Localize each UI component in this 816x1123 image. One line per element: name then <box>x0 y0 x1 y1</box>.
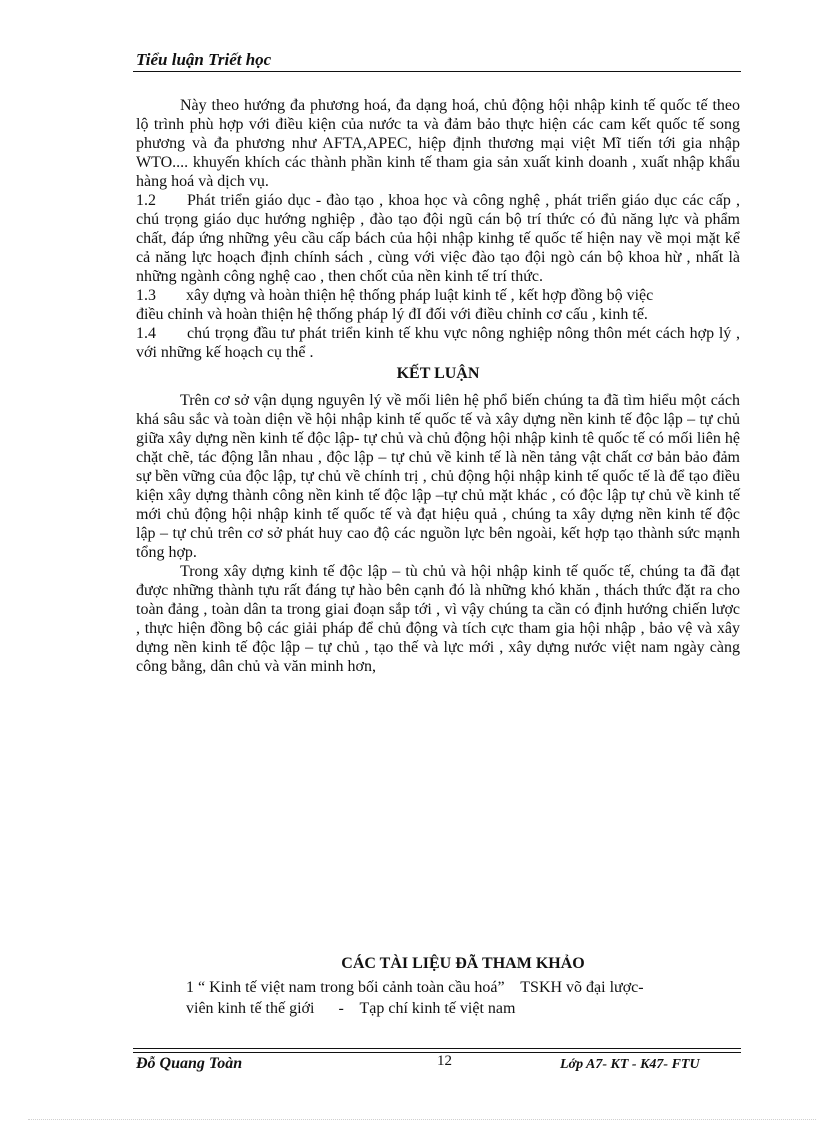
item-text: Phát triển giáo dục - đào tạo , khoa học và công nghệ , phát triển giáo dục các cấp , chú trọng giáo dục hướng nghiệp , đào tạo đội ngũ cán bộ trí thức có đủ năng lực và phẩm chất, đáp ứng những yêu cầu cấp bách của hội nhập kinhg tế quốc tế hiện nay về mọi mặt kể cả năng lực hoạch định chính sách , cùng với việc đào tạo đội ngò cán bộ khoa hừ , nhất là những ngành công nghệ cao , then chốt của nền kinh tế trí thức. <box>136 192 740 285</box>
intro-paragraph: Này theo hướng đa phương hoá, đa dạng hoá, chủ động hội nhập kinh tế quốc tế theo lộ trình phù hợp với điều kiện của nước ta và đảm bảo thực hiện các cam kết quốc tế song phương và đa phương như AFTA,APEC, hiệp định thương mại việt Mĩ tiến tới gia nhập WTO.... khuyến khích các thành phần kinh tế tham gia sản xuất kinh doanh , xuất nhập khẩu hàng hoá và dịch vụ. <box>136 97 740 190</box>
header-title: Tiểu luận Triết học <box>136 50 272 69</box>
footer-rule <box>133 1048 741 1049</box>
document-body <box>136 96 740 676</box>
references-list <box>186 977 741 1019</box>
reference-line: 1 “ Kinh tế việt nam trong bối cảnh toàn cầu hoá” TSKH võ đại lược- <box>186 979 644 996</box>
page-number: 12 <box>437 1053 452 1069</box>
list-item-1-4 <box>136 324 740 362</box>
list-item-1-2 <box>136 191 740 286</box>
item-number: 1.2 <box>136 192 156 209</box>
list-item-1-3-continuation: điều chỉnh và hoàn thiện hệ thống pháp lý đI đối với điều chỉnh cơ cấu , kinh tế. <box>136 306 648 323</box>
item-text: chú trọng đầu tư phát triển kinh tế khu vực nông nghiệp nông thôn mét cách hợp lý , với những kế hoạch cụ thể . <box>136 325 740 361</box>
item-number: 1.4 <box>136 325 156 342</box>
references-heading: CÁC TÀI LIỆU ĐÃ THAM KHẢO <box>341 955 585 972</box>
item-text: xây dựng và hoàn thiện hệ thống pháp luật kinh tế , kết hợp đồng bộ việc <box>186 287 654 304</box>
list-item-1-3 <box>136 286 740 305</box>
footer-author: Đỗ Quang Toàn <box>136 1055 243 1072</box>
footer-class-label: Lớp A7- KT - K47- FTU <box>560 1057 700 1072</box>
conclusion-heading: KẾT LUẬN <box>396 365 480 382</box>
page-edge-dotted-line <box>28 1119 816 1120</box>
conclusion-paragraph: Trong xây dựng kinh tế độc lập – tù chủ và hội nhập kinh tế quốc tế, chúng ta đã đạt được những thành tựu rất đáng tự hào bên cạnh đó là những khó khăn , thách thức đặt ra cho toàn đảng , toàn dân ta trong giai đoạn sắp tới , vì vậy chúng ta cần có định hướng chiến lược , thực hiện đồng bộ các giải pháp để chủ động và tích cực tham gia hội nhập , bảo vệ và xây dựng nền kinh tế độc lập – tự chủ , tạo thế và lực mới , xây dựng nước việt nam ngày càng công bằng, dân chủ và văn minh hơn, <box>136 563 740 675</box>
item-number: 1.3 <box>136 287 156 304</box>
conclusion-paragraph: Trên cơ sở vận dụng nguyên lý về mối liên hệ phổ biến chúng ta đã tìm hiểu một cách khá sâu sắc và toàn diện về hội nhập kinh tế quốc tế và xây dựng nền kinh tế độc lập – tự chủ giữa xây dựng nền kinh tế độc lập- tự chủ và chủ động hội nhập kinh tê quốc tế có mối liên hệ chặt chẽ, tác động lẫn nhau , độc lập – tự chủ về kinh tế là nền tảng vật chất cơ bản bảo đảm sự bền vững của độc lập, tự chủ về chính trị , chủ động hội nhập kinh tế quốc tế là để tạo điều kiện xây dựng thành công nền kinh tế độc lập –tự chủ mặt khác , có độc lập tự chủ về kinh tế mới chủ động hội nhập kinh tế quốc tế và đạt hiệu quả , chúng ta xây dựng nền kinh tế độc lập – tự chủ trên cơ sở phát huy cao độ các nguồn lực bên ngoài, kết hợp tạo thành sức mạnh tổng hợp. <box>136 392 740 561</box>
reference-line: viên kinh tế thế giới - Tạp chí kinh tế việt nam <box>186 1000 516 1017</box>
header-rule <box>133 71 741 72</box>
